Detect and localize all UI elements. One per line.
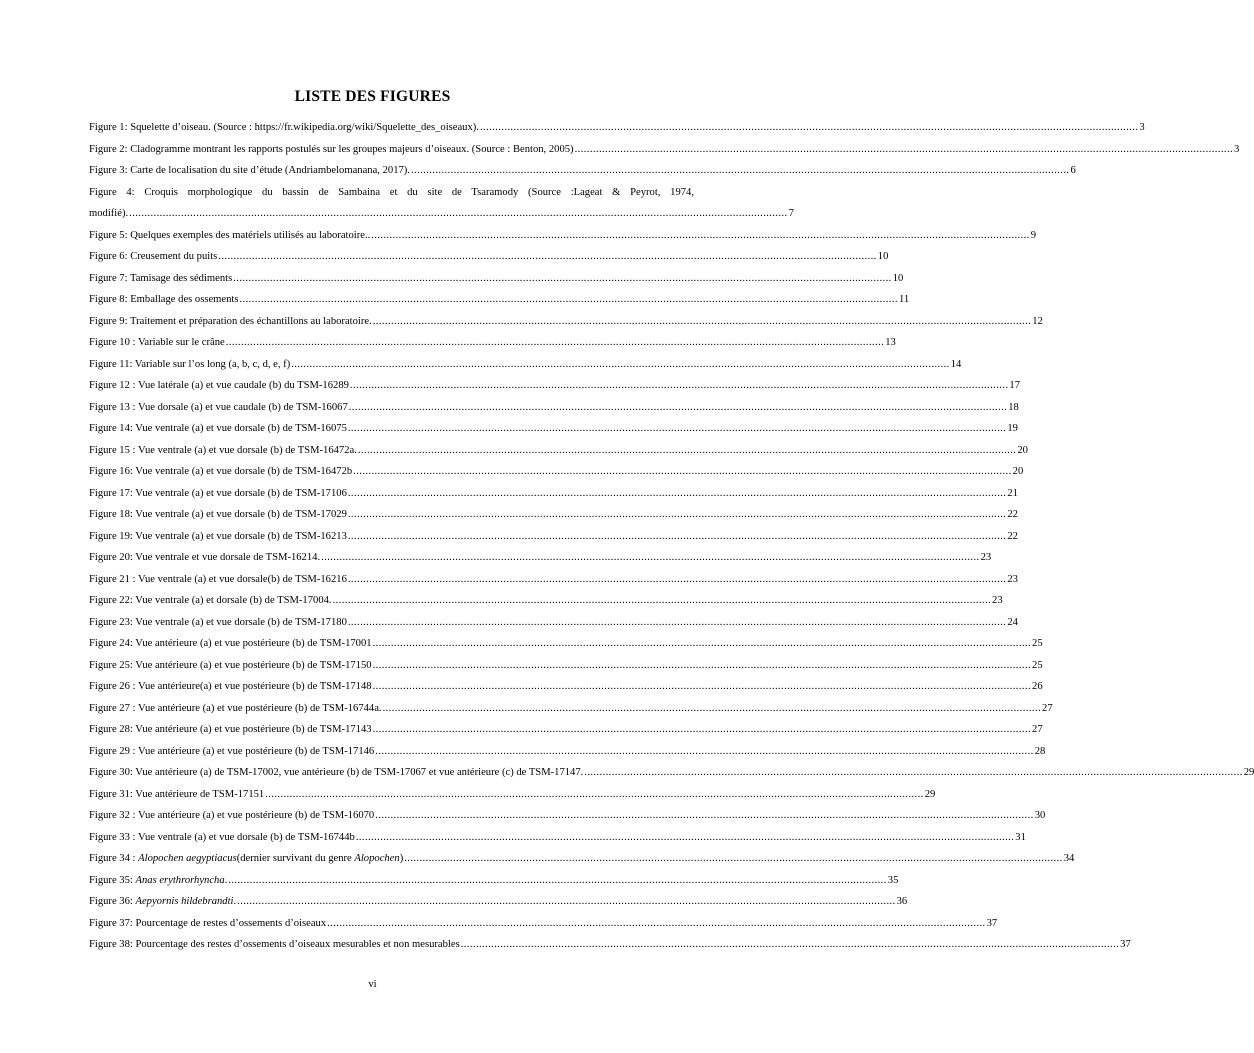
list-item: Figure 23: Vue ventrale (a) et vue dorsale (b) de TSM-17180 ..... 24: [89, 612, 694, 634]
list-item: Figure 27 : Vue antérieure (a) et vue postérieure (b) de TSM-16744a. ..... 27: [89, 698, 694, 720]
page-number: vi: [368, 979, 377, 990]
list-item: Figure 35: Anas erythrorhyncha. ..... 35: [89, 870, 694, 892]
list-item: Figure 19: Vue ventrale (a) et vue dorsale (b) de TSM-16213 ..... 22: [89, 526, 694, 548]
list-item: Figure 15 : Vue ventrale (a) et vue dorsale (b) de TSM-16472a. ..... 20: [89, 440, 694, 462]
list-item: Figure 34 : Alopochen aegyptiacus(dernier survivant du genre Alopochen) ..... 34: [89, 848, 694, 870]
list-item: Figure 30: Vue antérieure (a) de TSM-17002, vue antérieure (b) de TSM-17067 et vue antérieure (c) de TSM-17147. ..... 29: [89, 762, 694, 784]
list-item: Figure 3: Carte de localisation du site d’étude (Andriambelomanana, 2017). ..... 6: [89, 160, 694, 182]
list-item: Figure 1: Squelette d’oiseau. (Source : https://fr.wikipedia.org/wiki/Squelette_des_oiseaux). ..... 3: [89, 117, 694, 139]
list-item: Figure 36: Aepyornis hildebrandti. ..... 36: [89, 891, 694, 913]
list-item: Figure 28: Vue antérieure (a) et vue postérieure (b) de TSM-17143 ..... 27: [89, 719, 694, 741]
list-item: Figure 31: Vue antérieure de TSM-17151 ..... 29: [89, 784, 694, 806]
list-item: Figure 20: Vue ventrale et vue dorsale de TSM-16214. ..... 23: [89, 547, 694, 569]
list-item: Figure 7: Tamisage des sédiments ..... 10: [89, 268, 694, 290]
list-item: Figure 37: Pourcentage de restes d’ossements d’oiseaux ..... 37: [89, 913, 694, 935]
page-title: LISTE DES FIGURES: [294, 88, 451, 105]
list-item: Figure 32 : Vue antérieure (a) et vue postérieure (b) de TSM-16070 ..... 30: [89, 805, 694, 827]
list-item: Figure 6: Creusement du puits ..... 10: [89, 246, 694, 268]
list-item: Figure 21 : Vue ventrale (a) et vue dorsale(b) de TSM-16216 ..... 23: [89, 569, 694, 591]
list-item: Figure 16: Vue ventrale (a) et vue dorsale (b) de TSM-16472b ..... 20: [89, 461, 694, 483]
list-item: Figure 4: Croquis morphologique du bassin de Sambaina et du site de Tsaramody (Source :Lageat & Peyrot, 1974, modifié). ..... 7: [89, 182, 694, 225]
list-item: Figure 25: Vue antérieure (a) et vue postérieure (b) de TSM-17150 ..... 25: [89, 655, 694, 677]
list-item: Figure 14: Vue ventrale (a) et vue dorsale (b) de TSM-16075 ..... 19: [89, 418, 694, 440]
list-item: Figure 33 : Vue ventrale (a) et vue dorsale (b) de TSM-16744b ..... 31: [89, 827, 694, 849]
list-item: Figure 5: Quelques exemples des matériels utilisés au laboratoire.. ..... 9: [89, 225, 694, 247]
figure-list: [89, 117, 1254, 956]
list-item: Figure 13 : Vue dorsale (a) et vue caudale (b) de TSM-16067 ..... 18: [89, 397, 694, 419]
list-item: Figure 38: Pourcentage des restes d’ossements d’oiseaux mesurables et non mesurables ..... 37: [89, 934, 694, 956]
list-item: Figure 24: Vue antérieure (a) et vue postérieure (b) de TSM-17001 ..... 25: [89, 633, 694, 655]
list-item: Figure 29 : Vue antérieure (a) et vue postérieure (b) de TSM-17146 ..... 28: [89, 741, 694, 763]
list-item: Figure 17: Vue ventrale (a) et vue dorsale (b) de TSM-17106 ..... 21: [89, 483, 694, 505]
list-item: Figure 10 : Variable sur le crâne ..... 13: [89, 332, 694, 354]
list-item: Figure 26 : Vue antérieure(a) et vue postérieure (b) de TSM-17148 ..... 26: [89, 676, 694, 698]
list-item: Figure 11: Variable sur l’os long (a, b, c, d, e, f) ..... 14: [89, 354, 694, 376]
list-item: Figure 9: Traitement et préparation des échantillons au laboratoire. ..... 12: [89, 311, 694, 333]
list-item: Figure 12 : Vue latérale (a) et vue caudale (b) du TSM-16289 ..... 17: [89, 375, 694, 397]
list-item: Figure 2: Cladogramme montrant les rapports postulés sur les groupes majeurs d’oiseaux. (Source : Benton, 2005) ..... 3: [89, 139, 694, 161]
list-item: Figure 8: Emballage des ossements ..... 11: [89, 289, 694, 311]
list-item: Figure 22: Vue ventrale (a) et dorsale (b) de TSM-17004. ..... 23: [89, 590, 694, 612]
list-item: Figure 18: Vue ventrale (a) et vue dorsale (b) de TSM-17029 ..... 22: [89, 504, 694, 526]
